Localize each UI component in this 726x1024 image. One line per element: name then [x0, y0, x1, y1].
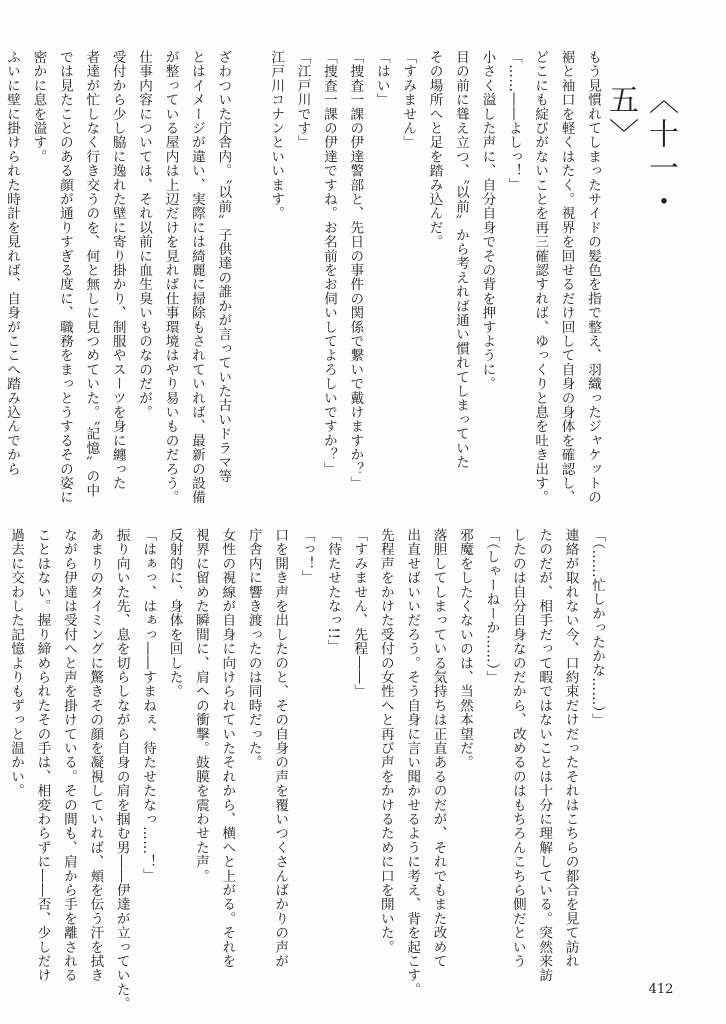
text-line: たのだが、相手だって暇ではないことは十分に理解している。突然来訪 — [536, 528, 553, 983]
text-line: 「（しゃーねーか……）」 — [483, 528, 500, 685]
text-line: 小さく溢した声に、自分自身でその背を押すように。 — [479, 50, 496, 391]
text-block-bottom — [8, 528, 610, 1011]
text-line: 「っ！」 — [298, 528, 315, 585]
text-line: 出直せばいいだろう。そう自身に言い聞かせるように考え、背を起こす。 — [404, 528, 421, 997]
text-line: 「すみません」 — [400, 50, 417, 150]
text-line: 裾と袖口を軽くはたく。視界を回せるだけ回して自身の身体を確認し、 — [558, 50, 575, 505]
text-line: 「捜査一課の伊達ですね。お名前をお伺いしてよろしいですか？」 — [320, 50, 337, 476]
text-line: 受付から少し脇に逸れた壁に寄り掛かり、制服やスーツを身に纏った — [109, 50, 126, 491]
text-line: 「はぁっ、はぁっ――すまねぇ、待たせたなっ……！」 — [140, 528, 157, 883]
text-line: 邪魔をしたくないのは、当然本望だ。 — [456, 528, 473, 770]
text-line: 庁舎内に響き渡ったのは同時だった。 — [245, 528, 262, 770]
text-line: ざわついた庁舎内。〝以前〟子供達の誰かが言っていた古いドラマ等 — [215, 50, 232, 484]
text-line: あまりのタイミングに驚きその顔を凝視していれば、頬を伝う汗を拭き — [87, 528, 104, 983]
text-line: 連絡が取れない今、口約束だけだったそれはこちらの都合を見て訪れ — [562, 528, 579, 969]
text-line: もう見慣れてしまったサイドの髪色を指で整え、羽織ったジャケットの — [585, 50, 601, 505]
text-line: その場所へと足を踏み込んだ。 — [426, 50, 443, 249]
text-line: どこにも綻びがないことを再三確認すれば、ゆっくりと息を吐き出す。 — [532, 50, 549, 505]
text-line: 反射的に、身体を回した。 — [166, 528, 183, 699]
text-line: 「待たせたなっ!!」 — [324, 528, 341, 654]
text-line: 女性の視線が自身に向けられていたそれから、横へと上がる。それを — [219, 528, 236, 969]
text-line: 者達が忙しなく行き交うのを、何と無しに見つめていた。〝記憶〟の中 — [83, 50, 100, 498]
text-line: 視界に留めた瞬間に、肩への衝撃。鼓膜を震わせた声。 — [192, 528, 209, 883]
text-line: では見たことのある顔が通りすぎる度に、職務をまっとうするその姿に — [56, 50, 73, 505]
text-line — [0, 528, 3, 976]
text-line: 過去に交わした記憶よりもずっと温かい。 — [8, 528, 25, 798]
text-line: 落胆してしまっている気持ちは正直あるのだが、それでもまた改めて — [430, 528, 447, 969]
text-line: ふいに壁に掛けられた時計を見れば、自身がここへ踏み込んでから — [4, 50, 21, 476]
text-line: ながら伊達は受付へと声を掛けている。その間も、肩から手を離される — [60, 528, 77, 983]
text-line: 振り向いた先、息を切らしながら自身の肩を掴む男――伊達が立っていた。 — [113, 528, 130, 1011]
text-line: 「すみません、先程――」 — [351, 528, 368, 699]
text-line: 目の前に聳え立つ、〝以前〟から考えれば通い慣れてしまっていた — [452, 50, 469, 470]
text-line: 「（……忙しかったかな……）」 — [589, 528, 605, 728]
text-line — [236, 50, 262, 522]
text-line: 仕事内容については、それ以前に血生臭いものなのだが。 — [136, 50, 153, 420]
text-line: 「……――よしっ！」 — [505, 50, 522, 192]
text-line: が整っている屋内は上辺だけを見れば仕事環境はやり易いものだろう。 — [162, 50, 179, 505]
text-line: 「捜査一課の伊達警部と、先日の事件の関係で繋いで戴けますか？」 — [347, 50, 364, 491]
text-line: 「江戸川です」 — [294, 50, 311, 150]
text-line: 「はい」 — [373, 50, 390, 107]
text-line: 先程声をかけた受付の女性へと再び声をかけるために口を開いた。 — [377, 528, 394, 954]
text-line: したのは自分自身なのだから、改めるのはもちろんこちら側だという — [509, 528, 526, 969]
text-line: とはイメージが違い、実際には綺麗に掃除もされていれば、最新の設備 — [188, 50, 205, 505]
text-line: 口を開き声を出したのと、その自身の声を覆いつくさんばかりの声が — [272, 528, 289, 969]
page-number: 412 — [648, 982, 674, 997]
text-line: ことはない。握り締められたその手は、相変わらずに――否、少しだけ — [34, 528, 51, 983]
text-line: 密かに息を溢す。 — [30, 50, 47, 164]
chapter-heading: 〈十一・五〉 — [603, 84, 678, 220]
text-block-top — [4, 50, 606, 522]
text-line: 江戸川コナンといいます。 — [268, 50, 285, 221]
